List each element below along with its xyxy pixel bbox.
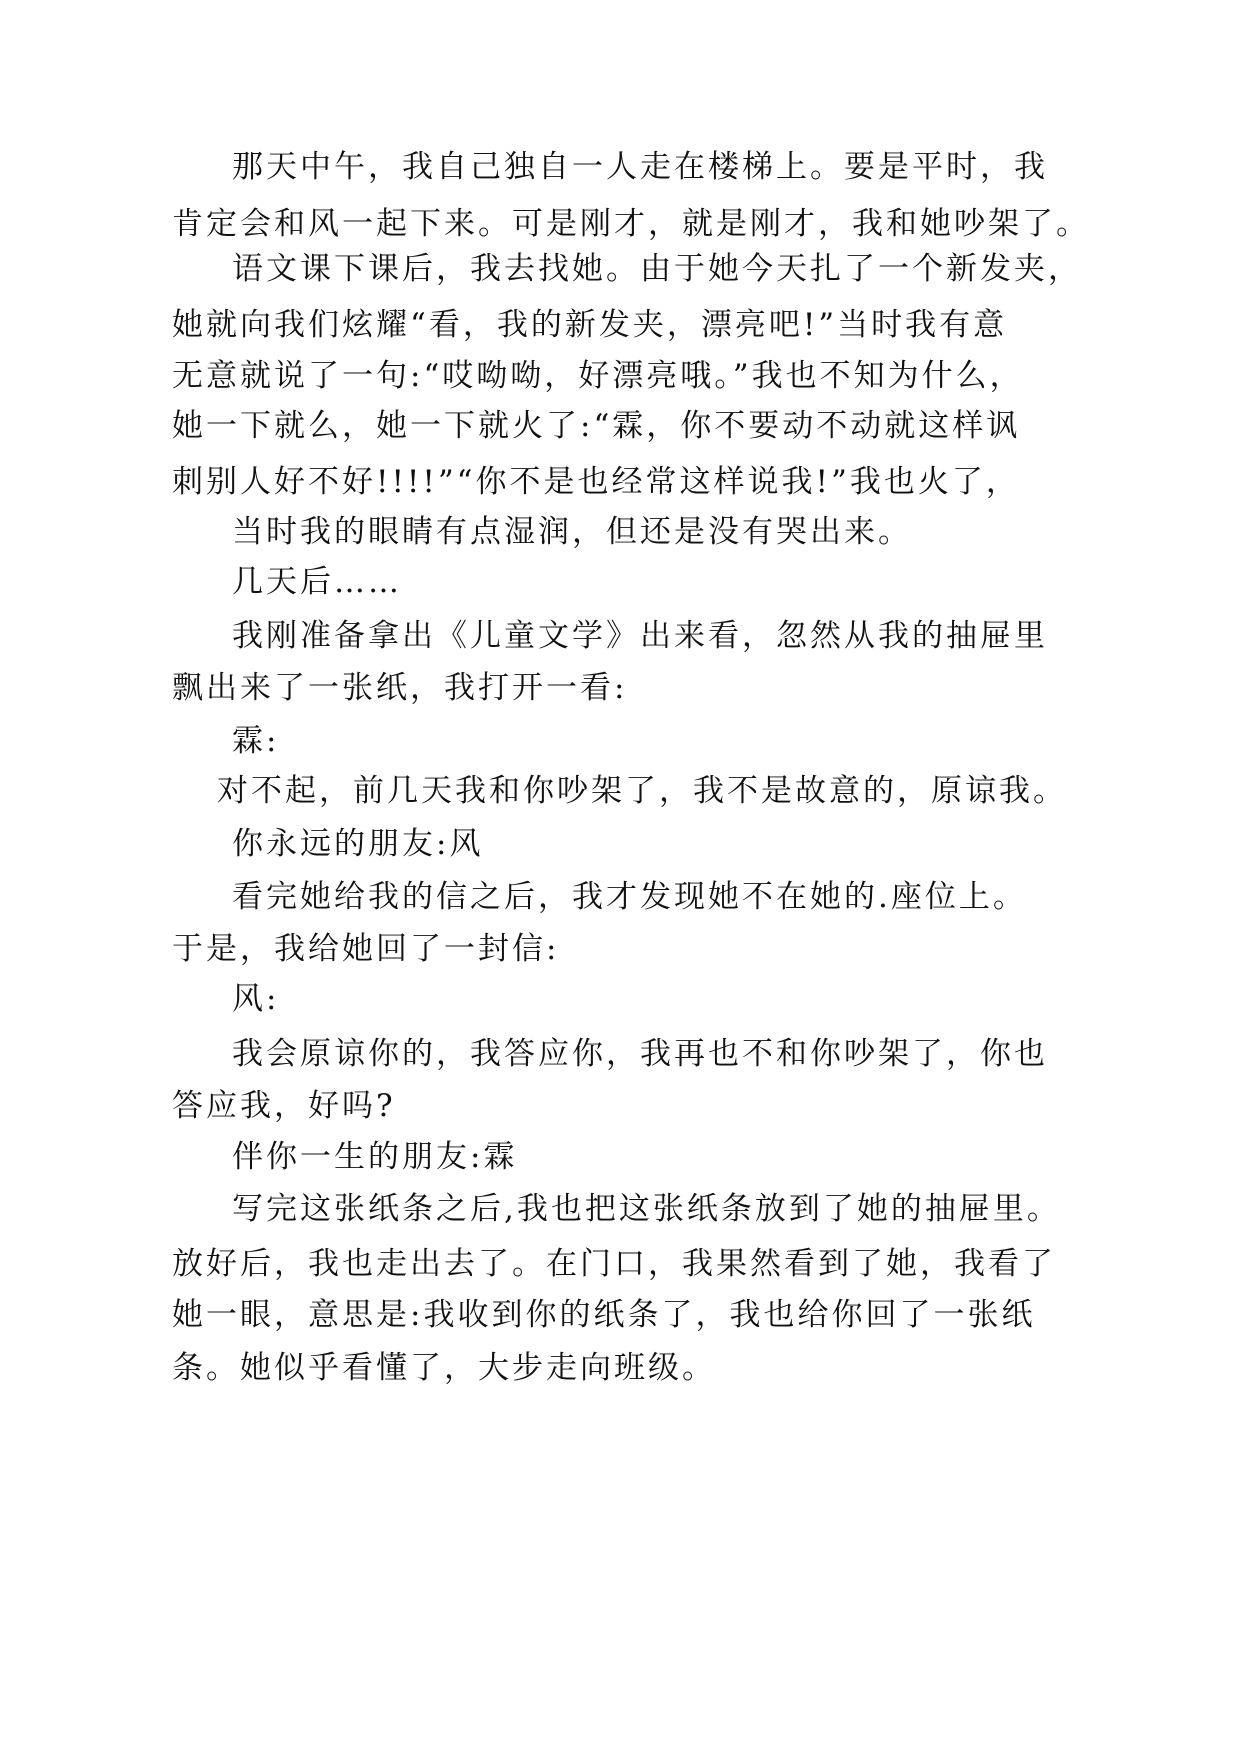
text-line-14: 你永远的朋友:风 xyxy=(232,826,484,862)
text-line-12: 霖: xyxy=(232,723,280,759)
text-line-2: 肯定会和风一起下来。可是刚才，就是刚才，我和她吵架了。 xyxy=(172,206,1090,242)
text-line-8: 当时我的眼睛有点湿润，但还是没有哭出来。 xyxy=(232,514,912,550)
text-line-21: 写完这张纸条之后,我也把这张纸条放到了她的抽屉里。 xyxy=(232,1191,1061,1227)
text-line-5: 无意就说了一句:“哎呦呦，好漂亮哦。”我也不知为什么， xyxy=(172,358,1024,394)
text-line-6: 她一下就么，她一下就火了:“霖，你不要动不动就这样讽 xyxy=(172,408,1021,444)
text-line-3: 语文课下课后，我去找她。由于她今天扎了一个新发夹， xyxy=(232,251,1082,287)
text-line-10: 我刚准备拿出《儿童文学》出来看，忽然从我的抽屉里 xyxy=(232,618,1048,654)
text-line-24: 条。她似乎看懂了，大步走向班级。 xyxy=(172,1350,716,1386)
text-line-23: 她一眼，意思是:我收到你的纸条了，我也给你回了一张纸 xyxy=(172,1297,1036,1333)
text-line-1: 那天中午，我自己独自一人走在楼梯上。要是平时，我 xyxy=(232,149,1048,185)
text-line-22: 放好后，我也走出去了。在门口，我果然看到了她，我看了 xyxy=(172,1246,1056,1282)
text-line-18: 我会原谅你的，我答应你，我再也不和你吵架了，你也 xyxy=(232,1036,1048,1072)
text-line-15: 看完她给我的信之后，我才发现她不在她的.座位上。 xyxy=(232,879,1027,915)
text-line-16: 于是，我给她回了一封信: xyxy=(172,931,560,967)
text-line-7: 刺别人好不好!!!!”“你不是也经常这样说我!”我也火了， xyxy=(172,464,1020,500)
text-line-19: 答应我，好吗? xyxy=(172,1088,396,1124)
text-line-11: 飘出来了一张纸，我打开一看: xyxy=(172,670,628,706)
text-line-4: 她就向我们炫耀“看，我的新发夹，漂亮吧!”当时我有意 xyxy=(172,307,1008,343)
text-line-20: 伴你一生的朋友:霖 xyxy=(232,1139,518,1175)
text-line-13: 对不起，前几天我和你吵架了，我不是故意的，原谅我。 xyxy=(217,773,1067,809)
text-line-17: 风: xyxy=(232,981,280,1017)
text-line-9: 几天后…… xyxy=(232,564,402,600)
